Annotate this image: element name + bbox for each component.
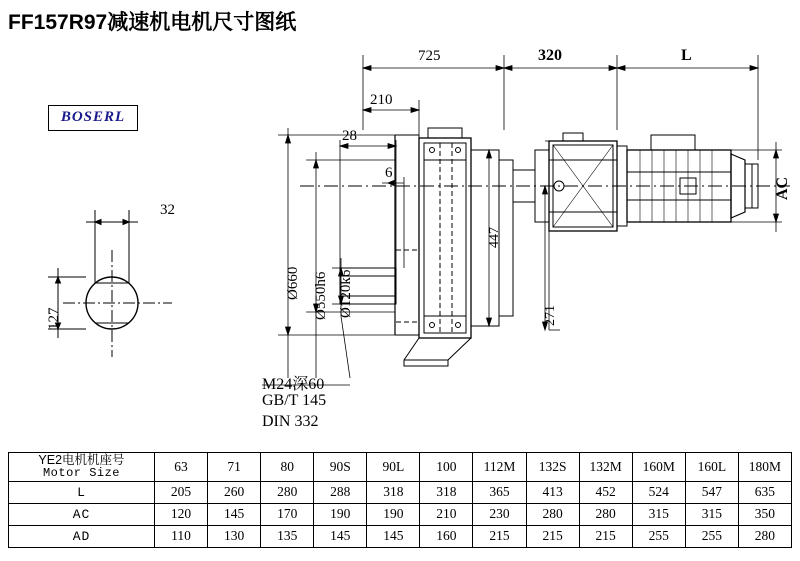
table-cell: 413	[526, 481, 579, 503]
table-header-cell: 90S	[314, 453, 367, 482]
table-header-cell: 80	[261, 453, 314, 482]
table-cell: 260	[208, 481, 261, 503]
dim-127: 127	[46, 307, 62, 330]
table-cell: 350	[738, 503, 791, 525]
table-row-label: AC	[9, 503, 155, 525]
dim-28: 28	[342, 128, 357, 144]
table-row	[9, 525, 792, 547]
dim-dia-660: Ø660	[285, 266, 301, 300]
logo-text: BOSERL	[60, 109, 126, 125]
table-header-cell: 112M	[473, 453, 526, 482]
note-din332: DIN 332	[262, 413, 319, 430]
motor-size-table	[8, 452, 792, 548]
table-cell: 315	[685, 503, 738, 525]
table-cell: 190	[314, 503, 367, 525]
adapter-block	[513, 133, 627, 231]
table-cell: 205	[155, 481, 208, 503]
table-cell: 210	[420, 503, 473, 525]
left-shaft-view	[48, 210, 172, 357]
table-row-header	[9, 453, 792, 482]
dimension-lines-left	[278, 128, 395, 345]
dim-dia-550h6: Ø550h6	[313, 271, 329, 320]
table-cell: 280	[579, 503, 632, 525]
dim-725: 725	[418, 48, 441, 64]
table-cell: 280	[261, 481, 314, 503]
table-row-label: L	[9, 481, 155, 503]
table-cell: 288	[314, 481, 367, 503]
table-header-cell: 132S	[526, 453, 579, 482]
table-row-label: AD	[9, 525, 155, 547]
dim-320: 320	[538, 47, 562, 64]
table-cell: 318	[367, 481, 420, 503]
table-cell: 215	[579, 525, 632, 547]
table-cell: 318	[420, 481, 473, 503]
table-header-cell: 90L	[367, 453, 420, 482]
table-cell: 524	[632, 481, 685, 503]
dim-6: 6	[385, 165, 393, 181]
table-cell: 145	[367, 525, 420, 547]
dim-210: 210	[370, 92, 393, 108]
table-cell: 120	[155, 503, 208, 525]
table-cell: 215	[473, 525, 526, 547]
table-header-cell: 71	[208, 453, 261, 482]
table-cell: 315	[632, 503, 685, 525]
table-header-label-cn: YE2电机机座号	[38, 453, 125, 467]
table-cell: 280	[738, 525, 791, 547]
table-header-cell: 160L	[685, 453, 738, 482]
dim-447: 447	[487, 227, 502, 248]
table-cell: 215	[526, 525, 579, 547]
dimension-271	[543, 141, 561, 330]
table-header-cell: 132M	[579, 453, 632, 482]
table-cell: 145	[314, 525, 367, 547]
dim-AC: AC	[774, 176, 791, 200]
table-cell: 170	[261, 503, 314, 525]
dim-dia-120k6: Ø120k6	[338, 269, 354, 318]
table-cell: 280	[526, 503, 579, 525]
note-m24: M24深60	[262, 376, 325, 393]
table-row	[9, 503, 792, 525]
dim-271: 271	[543, 305, 558, 326]
table-cell: 255	[632, 525, 685, 547]
dim-L: L	[681, 47, 692, 64]
dim-32: 32	[160, 202, 175, 218]
table-header-cell: 63	[155, 453, 208, 482]
table-cell: 190	[367, 503, 420, 525]
table-cell: 255	[685, 525, 738, 547]
table-cell: 547	[685, 481, 738, 503]
table-cell: 160	[420, 525, 473, 547]
table-cell: 365	[473, 481, 526, 503]
page-title: FF157R97减速机电机尺寸图纸	[8, 11, 297, 34]
table-header-cell: 160M	[632, 453, 685, 482]
table-header-cell: 180M	[738, 453, 791, 482]
table-header-label	[9, 453, 155, 482]
table-cell: 130	[208, 525, 261, 547]
table-cell: 635	[738, 481, 791, 503]
table-cell: 110	[155, 525, 208, 547]
table-cell: 452	[579, 481, 632, 503]
table-row	[9, 481, 792, 503]
table-header-label-en: Motor Size	[42, 466, 120, 481]
table-cell: 145	[208, 503, 261, 525]
table-cell: 230	[473, 503, 526, 525]
motor	[627, 135, 758, 222]
note-gbt145: GB/T 145	[262, 392, 327, 409]
table-cell: 135	[261, 525, 314, 547]
table-header-cell: 100	[420, 453, 473, 482]
